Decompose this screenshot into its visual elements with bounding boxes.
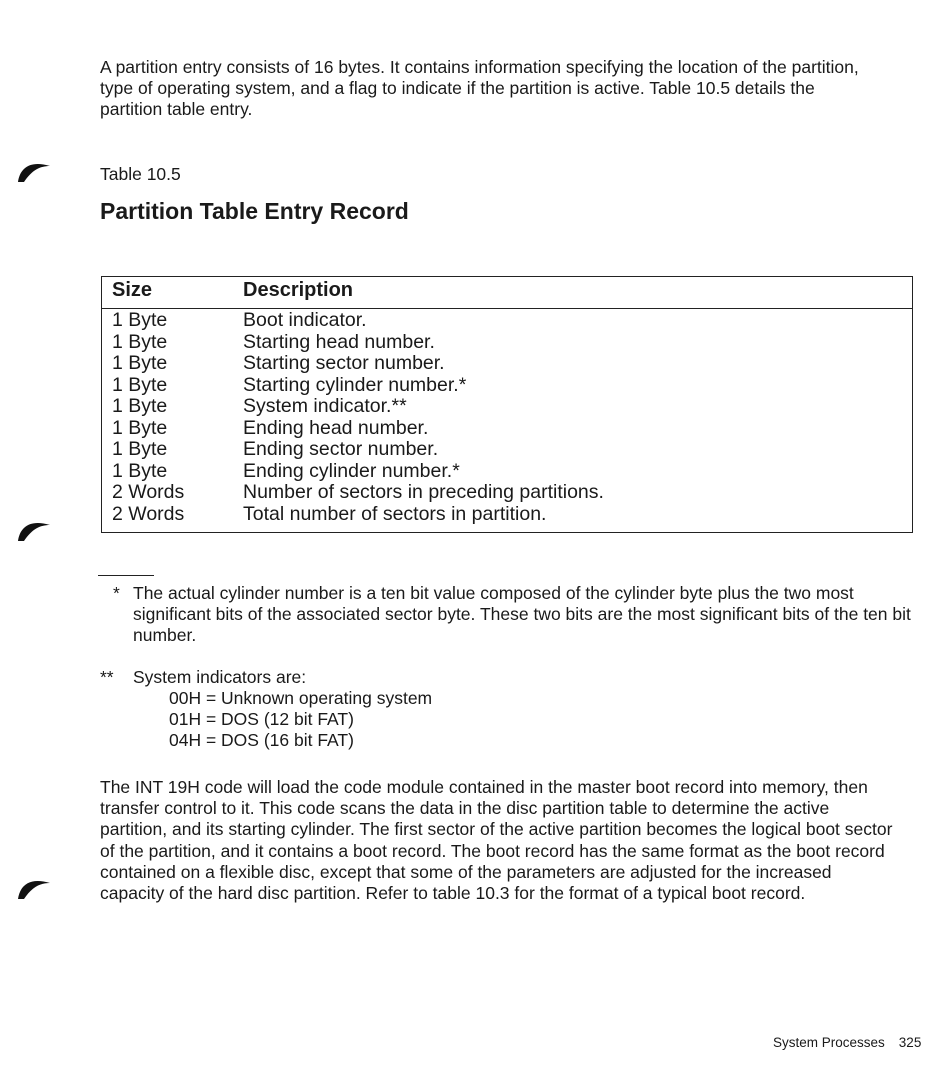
page-footer bbox=[773, 1035, 921, 1050]
description-cell: Ending sector number. bbox=[243, 438, 439, 460]
table-row bbox=[102, 396, 912, 418]
description-cell: Total number of sectors in partition. bbox=[243, 502, 547, 525]
table-row bbox=[102, 482, 912, 504]
intro-paragraph: A partition entry consists of 16 bytes. It contains information specifying the location of the partition, type of operating system, and a flag to indicate if the partition is active. Table 10.5 details the partition table entry. bbox=[100, 57, 859, 120]
size-cell: 1 Byte bbox=[112, 395, 168, 417]
description-cell: Boot indicator. bbox=[243, 309, 367, 331]
size-cell: 1 Byte bbox=[112, 309, 168, 331]
description-cell: Ending cylinder number.* bbox=[243, 459, 460, 482]
description-cell: Starting cylinder number.* bbox=[243, 373, 467, 396]
partition-table bbox=[101, 276, 913, 533]
size-cell: 1 Byte bbox=[112, 438, 168, 460]
system-indicator-code: 00H = Unknown operating system bbox=[169, 688, 433, 708]
table-row bbox=[102, 439, 912, 461]
binder-hole-mark bbox=[16, 156, 52, 184]
table-row bbox=[102, 375, 912, 397]
table-title: Partition Table Entry Record bbox=[100, 198, 409, 224]
size-cell: 2 Words bbox=[112, 502, 185, 525]
size-cell: 2 Words bbox=[112, 481, 185, 503]
header-description: Description bbox=[243, 279, 354, 301]
system-indicator-code: 01H = DOS (12 bit FAT) bbox=[169, 709, 354, 729]
size-cell: 1 Byte bbox=[112, 330, 168, 353]
table-row bbox=[102, 332, 912, 354]
footnote-marker: ** bbox=[100, 667, 114, 687]
table-caption: Table 10.5 bbox=[100, 164, 181, 184]
footnote-divider bbox=[98, 575, 154, 576]
size-cell: 1 Byte bbox=[112, 459, 168, 482]
table-header-row bbox=[102, 277, 912, 309]
closing-paragraph: The INT 19H code will load the code module contained in the master boot record into memory, then transfer control to it. This code scans the data in the disc partition table to determine the active partition, and its starting cylinder. The first sector of the active partition becomes the logical boot sector of the partition, and it contains a boot record. The boot record has the same format as the boot record contained on a flexible disc, except that some of the parameters are adjusted for the increased capacity of the hard disc partition. Refer to table 10.3 for the format of a typical boot record. bbox=[100, 777, 893, 904]
binder-hole-mark bbox=[16, 515, 52, 543]
binder-hole-mark bbox=[16, 873, 52, 901]
table-body bbox=[102, 309, 912, 525]
page-number: 325 bbox=[898, 1035, 922, 1050]
description-cell: Starting sector number. bbox=[243, 352, 445, 374]
footnote-marker: * bbox=[113, 583, 120, 603]
size-cell: 1 Byte bbox=[112, 373, 168, 396]
description-cell: Number of sectors in preceding partitions. bbox=[243, 481, 604, 503]
footnote-system-indicators: System indicators are: bbox=[133, 667, 307, 687]
size-cell: 1 Byte bbox=[112, 416, 168, 439]
table-row bbox=[102, 461, 912, 483]
footer-section-title: System Processes bbox=[773, 1035, 885, 1050]
header-size: Size bbox=[112, 279, 153, 301]
table-row bbox=[102, 353, 912, 375]
size-cell: 1 Byte bbox=[112, 352, 168, 374]
footnote-cylinder: The actual cylinder number is a ten bit value composed of the cylinder byte plus the two most significant bits of the associated sector byte. These two bits are the most significant bits of the ten bit number. bbox=[133, 583, 911, 645]
description-cell: Starting head number. bbox=[243, 330, 435, 353]
system-indicator-code: 04H = DOS (16 bit FAT) bbox=[169, 730, 354, 750]
table-row bbox=[102, 504, 912, 526]
description-cell: System indicator.** bbox=[243, 395, 407, 417]
description-cell: Ending head number. bbox=[243, 416, 429, 439]
table-row bbox=[102, 418, 912, 440]
table-row bbox=[102, 310, 912, 332]
